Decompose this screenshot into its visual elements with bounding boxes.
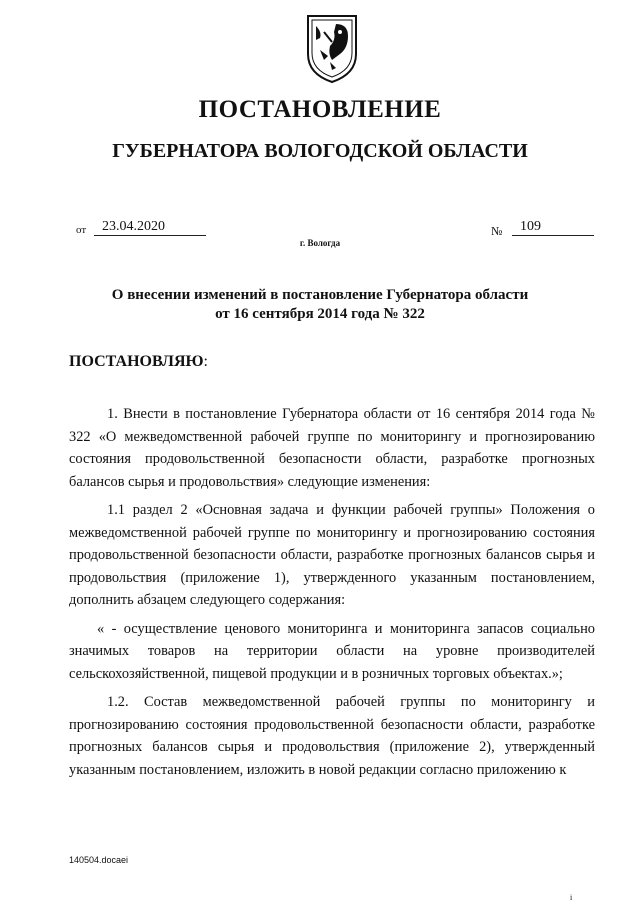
coat-of-arms-icon [302,10,362,86]
subject-line-1: О внесении изменений в постановление Губернатора области [111,287,529,303]
file-name: 140504.docaei [69,855,129,865]
date-label: от [76,224,87,236]
document-subject [60,286,580,324]
paragraph-1-2: 1.2. Состав межведомственной рабочей группы по мониторингу и прогнозированию состояния продовольственной безопасности области, разработке прогнозных балансов сырья и продовольствия (приложение 2), утвержденный указанным постановлением, изложить в новой редакции согласно приложению к [69,694,595,778]
document-title: ПОСТАНОВЛЕНИЕ [198,96,442,123]
resolve-word: ПОСТАНОВЛЯЮ [69,353,204,370]
date-value: 23.04.2020 [94,219,206,236]
document-body [69,403,595,787]
resolve-colon: : [203,353,208,370]
document-subtitle: ГУБЕРНАТОРА ВОЛОГОДСКОЙ ОБЛАСТИ [112,140,528,162]
subject-line-2: от 16 сентября 2014 года № 322 [215,306,425,322]
city-label: г. Вологда [299,238,341,248]
resolve-heading [69,353,208,371]
paragraph-1: 1. Внести в постановление Губернатора области от 16 сентября 2014 года № 322 «О межведомственной рабочей группе по мониторингу и прогнозированию состояния продовольственной безопасности области, разработке прогнозных балансов сырья и продовольствия» следующие изменения: [69,406,595,490]
paragraph-1-1: 1.1 раздел 2 «Основная задача и функции рабочей группы» Положения о межведомственной рабочей группе по мониторингу и прогнозированию состояния продовольственной безопасности области, разработке прогнозных балансов сырья и продовольствия (приложение 1), утвержденного указанным постановлением, дополнить абзацем следующего содержания: [69,502,595,608]
number-value: 109 [512,219,594,236]
paragraph-quote: « - осуществление ценового мониторинга и мониторинга запасов социально значимых товаров на территории области на уровне производителей сельскохозяйственной, пищевой продукции и в розничных торговых объектах.»; [69,620,595,682]
number-label: № [491,224,503,238]
page-mark: i [570,893,573,902]
